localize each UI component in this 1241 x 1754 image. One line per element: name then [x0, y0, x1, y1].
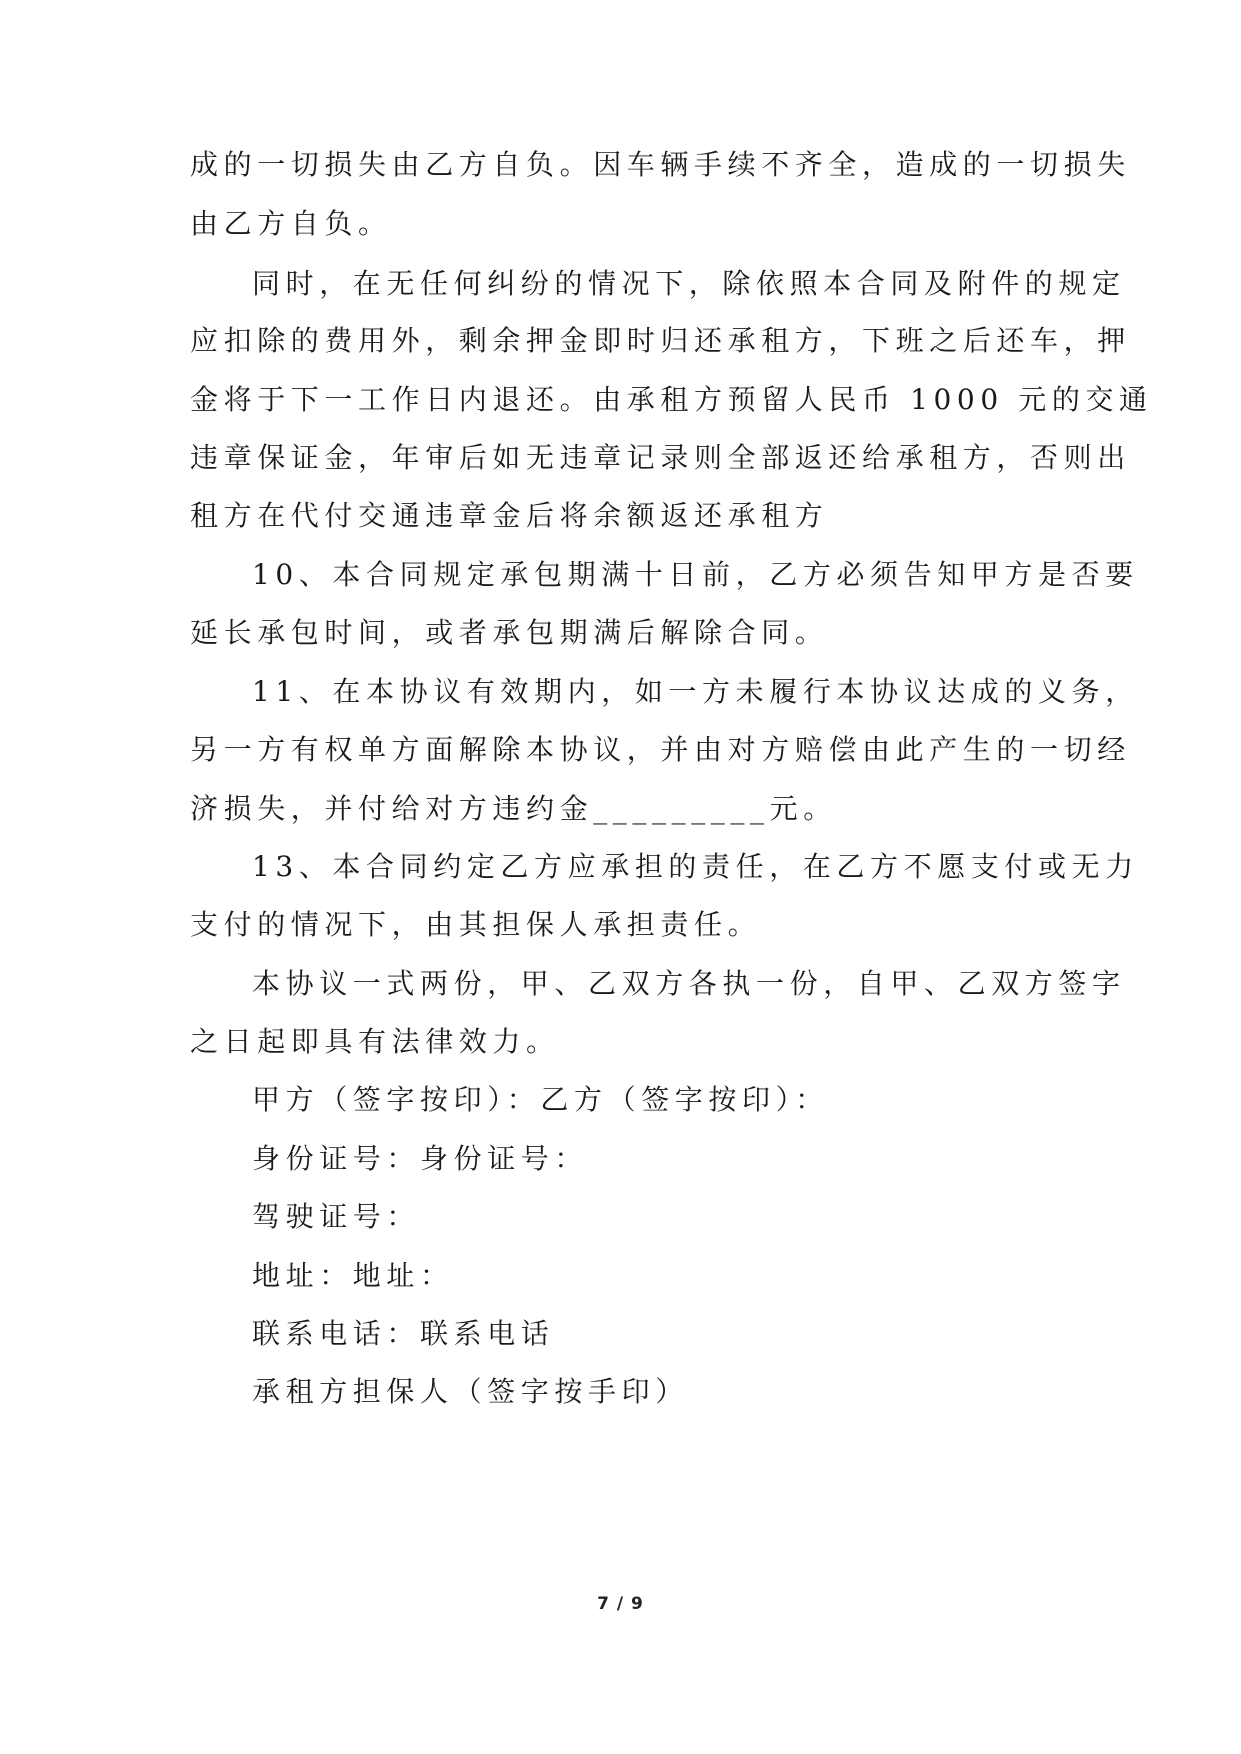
- text-line: 支付的情况下，由其担保人承担责任。: [190, 908, 762, 941]
- license-number-line: 驾驶证号：: [252, 1200, 421, 1233]
- page-number: 7 / 9: [597, 1594, 644, 1614]
- phone-line: 联系电话：联系电话: [252, 1317, 555, 1350]
- text-line: 之日起即具有法律效力。: [190, 1025, 560, 1058]
- clause-13: 13、本合同约定乙方应承担的责任，在乙方不愿支付或无力: [252, 850, 1139, 883]
- text-line: 延长承包时间，或者承包期满后解除合同。: [190, 616, 829, 649]
- guarantor-line: 承租方担保人（签字按手印）: [252, 1375, 689, 1408]
- text-line: 应扣除的费用外，剩余押金即时归还承租方，下班之后还车，押: [190, 324, 1131, 357]
- address-line: 地址：地址：: [252, 1259, 454, 1292]
- clause-10: 10、本合同规定承包期满十日前，乙方必须告知甲方是否要: [252, 558, 1139, 591]
- paragraph-start: 同时，在无任何纠纷的情况下，除依照本合同及附件的规定: [252, 267, 1126, 300]
- text-line: 金将于下一工作日内退还。由承租方预留人民币 1000 元的交通: [190, 383, 1153, 416]
- text-line: 另一方有权单方面解除本协议，并由对方赔偿由此产生的一切经: [190, 733, 1131, 766]
- signature-line-parties: 甲方（签字按印）：乙方（签字按印）：: [252, 1083, 829, 1116]
- text-line: 违章保证金，年审后如无违章记录则全部返还给承租方，否则出: [190, 441, 1131, 474]
- paragraph-start: 本协议一式两份，甲、乙双方各执一份，自甲、乙双方签字: [252, 967, 1126, 1000]
- text-line: 济损失，并付给对方违约金_________元。: [190, 792, 837, 825]
- text-line: 成的一切损失由乙方自负。因车辆手续不齐全，造成的一切损失: [190, 148, 1131, 181]
- text-line: 租方在代付交通违章金后将余额返还承租方: [190, 499, 829, 532]
- text-line: 由乙方自负。: [190, 207, 392, 240]
- id-number-line: 身份证号：身份证号：: [252, 1142, 589, 1175]
- clause-11: 11、在本协议有效期内，如一方未履行本协议达成的义务，: [252, 675, 1139, 708]
